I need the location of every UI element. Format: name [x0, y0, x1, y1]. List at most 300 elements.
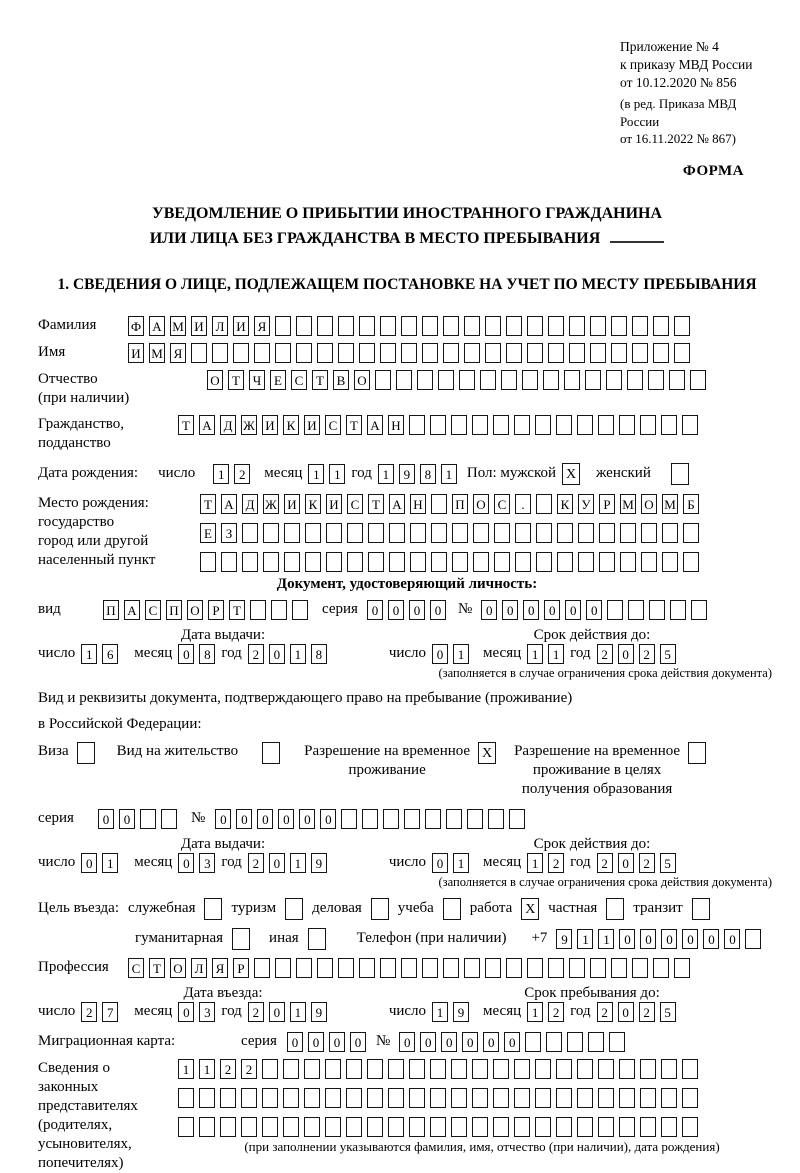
- char-cell[interactable]: 0: [619, 929, 635, 949]
- char-cell[interactable]: [590, 958, 606, 978]
- char-cell[interactable]: [464, 343, 480, 363]
- char-cell[interactable]: [347, 552, 363, 572]
- char-cell[interactable]: [422, 958, 438, 978]
- char-cell[interactable]: [431, 494, 447, 514]
- char-cell[interactable]: И: [191, 316, 207, 336]
- char-cell[interactable]: И: [233, 316, 249, 336]
- char-cell[interactable]: [241, 1117, 257, 1137]
- char-cell[interactable]: [641, 552, 657, 572]
- char-cell[interactable]: [242, 552, 258, 572]
- char-cell[interactable]: [535, 1088, 551, 1108]
- char-cell[interactable]: [535, 1117, 551, 1137]
- char-cell[interactable]: Т: [178, 415, 194, 435]
- char-cell[interactable]: [388, 1117, 404, 1137]
- char-cell[interactable]: 0: [81, 853, 97, 873]
- char-cell[interactable]: [375, 370, 391, 390]
- char-cell[interactable]: 2: [81, 1002, 97, 1022]
- char-cell[interactable]: 0: [661, 929, 677, 949]
- char-cell[interactable]: [220, 1117, 236, 1137]
- char-cell[interactable]: [326, 552, 342, 572]
- char-cell[interactable]: [569, 343, 585, 363]
- char-cell[interactable]: [556, 1088, 572, 1108]
- char-cell[interactable]: Б: [683, 494, 699, 514]
- char-cell[interactable]: [401, 316, 417, 336]
- char-cell[interactable]: 3: [199, 1002, 215, 1022]
- char-cell[interactable]: [263, 552, 279, 572]
- char-cell[interactable]: 0: [399, 1032, 415, 1052]
- char-cell[interactable]: [362, 809, 378, 829]
- char-cell[interactable]: 0: [98, 809, 114, 829]
- char-cell[interactable]: 3: [199, 853, 215, 873]
- char-cell[interactable]: 1: [527, 1002, 543, 1022]
- char-cell[interactable]: [388, 1088, 404, 1108]
- char-cell[interactable]: [317, 316, 333, 336]
- char-cell[interactable]: [640, 1088, 656, 1108]
- char-cell[interactable]: [401, 343, 417, 363]
- char-cell[interactable]: [611, 958, 627, 978]
- char-cell[interactable]: 2: [597, 644, 613, 664]
- char-cell[interactable]: Д: [220, 415, 236, 435]
- char-cell[interactable]: 1: [577, 929, 593, 949]
- char-cell[interactable]: 0: [269, 1002, 285, 1022]
- char-cell[interactable]: [380, 316, 396, 336]
- char-cell[interactable]: [472, 1059, 488, 1079]
- char-cell[interactable]: [536, 523, 552, 543]
- char-cell[interactable]: [404, 809, 420, 829]
- char-cell[interactable]: Я: [212, 958, 228, 978]
- char-cell[interactable]: 0: [350, 1032, 366, 1052]
- char-cell[interactable]: 1: [453, 644, 469, 664]
- char-cell[interactable]: [567, 1032, 583, 1052]
- char-cell[interactable]: [501, 370, 517, 390]
- char-cell[interactable]: [296, 958, 312, 978]
- char-cell[interactable]: [514, 1059, 530, 1079]
- char-cell[interactable]: 1: [290, 853, 306, 873]
- char-cell[interactable]: 1: [598, 929, 614, 949]
- char-cell[interactable]: [577, 415, 593, 435]
- char-cell[interactable]: Ч: [249, 370, 265, 390]
- char-cell[interactable]: [451, 415, 467, 435]
- char-cell[interactable]: 2: [639, 1002, 655, 1022]
- char-cell[interactable]: [380, 958, 396, 978]
- char-cell[interactable]: Е: [270, 370, 286, 390]
- char-cell[interactable]: С: [494, 494, 510, 514]
- char-cell[interactable]: [556, 1117, 572, 1137]
- char-cell[interactable]: [317, 343, 333, 363]
- char-cell[interactable]: [557, 523, 573, 543]
- char-cell[interactable]: [200, 552, 216, 572]
- char-cell[interactable]: [480, 370, 496, 390]
- char-cell[interactable]: Т: [229, 600, 245, 620]
- char-cell[interactable]: [598, 1059, 614, 1079]
- char-cell[interactable]: [674, 343, 690, 363]
- char-cell[interactable]: [467, 809, 483, 829]
- char-cell[interactable]: [590, 316, 606, 336]
- char-cell[interactable]: [494, 523, 510, 543]
- char-cell[interactable]: 9: [556, 929, 572, 949]
- char-cell[interactable]: 5: [660, 1002, 676, 1022]
- purpose-tourism-checkbox[interactable]: [285, 898, 303, 920]
- char-cell[interactable]: 0: [618, 853, 634, 873]
- char-cell[interactable]: [464, 316, 480, 336]
- char-cell[interactable]: Т: [149, 958, 165, 978]
- char-cell[interactable]: [669, 370, 685, 390]
- char-cell[interactable]: М: [170, 316, 186, 336]
- char-cell[interactable]: 0: [544, 600, 560, 620]
- char-cell[interactable]: [431, 523, 447, 543]
- char-cell[interactable]: 0: [269, 853, 285, 873]
- char-cell[interactable]: [611, 316, 627, 336]
- char-cell[interactable]: [263, 523, 279, 543]
- char-cell[interactable]: Т: [368, 494, 384, 514]
- char-cell[interactable]: [653, 316, 669, 336]
- char-cell[interactable]: [609, 1032, 625, 1052]
- char-cell[interactable]: [632, 958, 648, 978]
- char-cell[interactable]: 0: [278, 809, 294, 829]
- char-cell[interactable]: [577, 1117, 593, 1137]
- char-cell[interactable]: 1: [81, 644, 97, 664]
- char-cell[interactable]: [556, 1059, 572, 1079]
- char-cell[interactable]: А: [367, 415, 383, 435]
- char-cell[interactable]: [485, 316, 501, 336]
- char-cell[interactable]: Р: [208, 600, 224, 620]
- purpose-humanitarian-checkbox[interactable]: [232, 928, 250, 950]
- char-cell[interactable]: 0: [320, 809, 336, 829]
- char-cell[interactable]: К: [305, 494, 321, 514]
- purpose-transit-checkbox[interactable]: [692, 898, 710, 920]
- char-cell[interactable]: 8: [311, 644, 327, 664]
- char-cell[interactable]: [527, 316, 543, 336]
- char-cell[interactable]: [640, 1117, 656, 1137]
- char-cell[interactable]: [569, 958, 585, 978]
- char-cell[interactable]: [494, 552, 510, 572]
- char-cell[interactable]: [262, 1059, 278, 1079]
- char-cell[interactable]: 1: [441, 464, 457, 484]
- char-cell[interactable]: [346, 1088, 362, 1108]
- char-cell[interactable]: Ф: [128, 316, 144, 336]
- char-cell[interactable]: [619, 1117, 635, 1137]
- char-cell[interactable]: З: [221, 523, 237, 543]
- char-cell[interactable]: И: [128, 343, 144, 363]
- char-cell[interactable]: [653, 343, 669, 363]
- char-cell[interactable]: [653, 958, 669, 978]
- char-cell[interactable]: [527, 343, 543, 363]
- char-cell[interactable]: 2: [548, 1002, 564, 1022]
- char-cell[interactable]: [590, 343, 606, 363]
- char-cell[interactable]: 1: [308, 464, 324, 484]
- char-cell[interactable]: С: [291, 370, 307, 390]
- char-cell[interactable]: [691, 600, 707, 620]
- char-cell[interactable]: [326, 523, 342, 543]
- char-cell[interactable]: [527, 958, 543, 978]
- char-cell[interactable]: [296, 343, 312, 363]
- char-cell[interactable]: [338, 958, 354, 978]
- char-cell[interactable]: [509, 809, 525, 829]
- char-cell[interactable]: [241, 1088, 257, 1108]
- char-cell[interactable]: [599, 523, 615, 543]
- char-cell[interactable]: Ж: [263, 494, 279, 514]
- char-cell[interactable]: [543, 370, 559, 390]
- char-cell[interactable]: [564, 370, 580, 390]
- char-cell[interactable]: [506, 343, 522, 363]
- char-cell[interactable]: [451, 1059, 467, 1079]
- char-cell[interactable]: [548, 958, 564, 978]
- char-cell[interactable]: [522, 370, 538, 390]
- char-cell[interactable]: [221, 552, 237, 572]
- sex-female-checkbox[interactable]: [671, 463, 689, 485]
- char-cell[interactable]: 0: [287, 1032, 303, 1052]
- char-cell[interactable]: [338, 343, 354, 363]
- char-cell[interactable]: [451, 1117, 467, 1137]
- char-cell[interactable]: 1: [199, 1059, 215, 1079]
- char-cell[interactable]: [627, 370, 643, 390]
- char-cell[interactable]: [346, 1117, 362, 1137]
- char-cell[interactable]: [283, 1088, 299, 1108]
- char-cell[interactable]: 0: [724, 929, 740, 949]
- char-cell[interactable]: 0: [640, 929, 656, 949]
- char-cell[interactable]: [585, 370, 601, 390]
- char-cell[interactable]: 9: [453, 1002, 469, 1022]
- char-cell[interactable]: [304, 1088, 320, 1108]
- purpose-other-checkbox[interactable]: [308, 928, 326, 950]
- char-cell[interactable]: [674, 958, 690, 978]
- char-cell[interactable]: [536, 494, 552, 514]
- char-cell[interactable]: [341, 809, 357, 829]
- char-cell[interactable]: 2: [597, 1002, 613, 1022]
- char-cell[interactable]: [578, 552, 594, 572]
- char-cell[interactable]: 0: [430, 600, 446, 620]
- char-cell[interactable]: 0: [367, 600, 383, 620]
- char-cell[interactable]: [275, 958, 291, 978]
- char-cell[interactable]: 7: [102, 1002, 118, 1022]
- char-cell[interactable]: [359, 958, 375, 978]
- char-cell[interactable]: [632, 343, 648, 363]
- char-cell[interactable]: 2: [597, 853, 613, 873]
- purpose-study-checkbox[interactable]: [443, 898, 461, 920]
- char-cell[interactable]: Т: [312, 370, 328, 390]
- char-cell[interactable]: [430, 1059, 446, 1079]
- char-cell[interactable]: И: [304, 415, 320, 435]
- char-cell[interactable]: [514, 1088, 530, 1108]
- char-cell[interactable]: [380, 343, 396, 363]
- char-cell[interactable]: [683, 552, 699, 572]
- char-cell[interactable]: [599, 552, 615, 572]
- char-cell[interactable]: О: [187, 600, 203, 620]
- char-cell[interactable]: [368, 523, 384, 543]
- char-cell[interactable]: [325, 1059, 341, 1079]
- char-cell[interactable]: П: [103, 600, 119, 620]
- char-cell[interactable]: [661, 1117, 677, 1137]
- char-cell[interactable]: 0: [119, 809, 135, 829]
- char-cell[interactable]: [140, 809, 156, 829]
- char-cell[interactable]: С: [325, 415, 341, 435]
- char-cell[interactable]: С: [128, 958, 144, 978]
- char-cell[interactable]: [396, 370, 412, 390]
- char-cell[interactable]: М: [149, 343, 165, 363]
- char-cell[interactable]: [683, 523, 699, 543]
- char-cell[interactable]: 1: [329, 464, 345, 484]
- char-cell[interactable]: 0: [432, 644, 448, 664]
- char-cell[interactable]: 1: [178, 1059, 194, 1079]
- char-cell[interactable]: [389, 523, 405, 543]
- char-cell[interactable]: [598, 415, 614, 435]
- char-cell[interactable]: [409, 1059, 425, 1079]
- char-cell[interactable]: 9: [311, 1002, 327, 1022]
- char-cell[interactable]: О: [473, 494, 489, 514]
- char-cell[interactable]: [607, 600, 623, 620]
- char-cell[interactable]: А: [389, 494, 405, 514]
- char-cell[interactable]: [536, 552, 552, 572]
- char-cell[interactable]: 0: [618, 1002, 634, 1022]
- char-cell[interactable]: 0: [236, 809, 252, 829]
- char-cell[interactable]: [305, 552, 321, 572]
- char-cell[interactable]: [535, 415, 551, 435]
- char-cell[interactable]: [577, 1088, 593, 1108]
- char-cell[interactable]: О: [641, 494, 657, 514]
- char-cell[interactable]: [452, 523, 468, 543]
- char-cell[interactable]: 1: [432, 1002, 448, 1022]
- char-cell[interactable]: [464, 958, 480, 978]
- char-cell[interactable]: [254, 958, 270, 978]
- char-cell[interactable]: [493, 1117, 509, 1137]
- char-cell[interactable]: [648, 370, 664, 390]
- char-cell[interactable]: [368, 552, 384, 572]
- char-cell[interactable]: .: [515, 494, 531, 514]
- char-cell[interactable]: [284, 523, 300, 543]
- char-cell[interactable]: 2: [248, 853, 264, 873]
- char-cell[interactable]: Л: [212, 316, 228, 336]
- char-cell[interactable]: [661, 1059, 677, 1079]
- char-cell[interactable]: [443, 343, 459, 363]
- char-cell[interactable]: [619, 1059, 635, 1079]
- char-cell[interactable]: 0: [215, 809, 231, 829]
- residence-permit-checkbox[interactable]: [262, 742, 280, 764]
- char-cell[interactable]: [598, 1088, 614, 1108]
- char-cell[interactable]: Я: [170, 343, 186, 363]
- char-cell[interactable]: И: [326, 494, 342, 514]
- char-cell[interactable]: [443, 958, 459, 978]
- char-cell[interactable]: [578, 523, 594, 543]
- char-cell[interactable]: [359, 343, 375, 363]
- char-cell[interactable]: [262, 1117, 278, 1137]
- char-cell[interactable]: [250, 600, 266, 620]
- char-cell[interactable]: [446, 809, 462, 829]
- char-cell[interactable]: М: [662, 494, 678, 514]
- char-cell[interactable]: 0: [432, 853, 448, 873]
- char-cell[interactable]: [472, 1088, 488, 1108]
- char-cell[interactable]: [383, 809, 399, 829]
- char-cell[interactable]: [409, 1088, 425, 1108]
- char-cell[interactable]: [473, 523, 489, 543]
- char-cell[interactable]: [493, 1059, 509, 1079]
- char-cell[interactable]: И: [262, 415, 278, 435]
- char-cell[interactable]: 0: [682, 929, 698, 949]
- char-cell[interactable]: О: [207, 370, 223, 390]
- char-cell[interactable]: Л: [191, 958, 207, 978]
- char-cell[interactable]: [514, 1117, 530, 1137]
- char-cell[interactable]: 1: [290, 1002, 306, 1022]
- char-cell[interactable]: [304, 1117, 320, 1137]
- char-cell[interactable]: О: [170, 958, 186, 978]
- char-cell[interactable]: 2: [234, 464, 250, 484]
- char-cell[interactable]: Я: [254, 316, 270, 336]
- char-cell[interactable]: 0: [329, 1032, 345, 1052]
- char-cell[interactable]: 1: [290, 644, 306, 664]
- char-cell[interactable]: 1: [548, 644, 564, 664]
- char-cell[interactable]: П: [452, 494, 468, 514]
- char-cell[interactable]: [662, 552, 678, 572]
- char-cell[interactable]: [431, 552, 447, 572]
- char-cell[interactable]: 0: [388, 600, 404, 620]
- temp-residence-edu-checkbox[interactable]: [688, 742, 706, 764]
- char-cell[interactable]: 1: [527, 853, 543, 873]
- char-cell[interactable]: [682, 1117, 698, 1137]
- char-cell[interactable]: [682, 415, 698, 435]
- char-cell[interactable]: 0: [441, 1032, 457, 1052]
- temp-residence-checkbox[interactable]: X: [478, 742, 496, 764]
- char-cell[interactable]: Д: [242, 494, 258, 514]
- char-cell[interactable]: 0: [481, 600, 497, 620]
- char-cell[interactable]: [410, 523, 426, 543]
- char-cell[interactable]: Н: [410, 494, 426, 514]
- char-cell[interactable]: [317, 958, 333, 978]
- char-cell[interactable]: [488, 809, 504, 829]
- char-cell[interactable]: [161, 809, 177, 829]
- char-cell[interactable]: 0: [409, 600, 425, 620]
- char-cell[interactable]: 0: [420, 1032, 436, 1052]
- char-cell[interactable]: [275, 343, 291, 363]
- char-cell[interactable]: [220, 1088, 236, 1108]
- char-cell[interactable]: [242, 523, 258, 543]
- char-cell[interactable]: 2: [548, 853, 564, 873]
- char-cell[interactable]: [690, 370, 706, 390]
- char-cell[interactable]: [199, 1088, 215, 1108]
- char-cell[interactable]: [640, 415, 656, 435]
- char-cell[interactable]: Т: [200, 494, 216, 514]
- char-cell[interactable]: [305, 523, 321, 543]
- char-cell[interactable]: [409, 1117, 425, 1137]
- char-cell[interactable]: [661, 415, 677, 435]
- char-cell[interactable]: [283, 1059, 299, 1079]
- char-cell[interactable]: [367, 1117, 383, 1137]
- char-cell[interactable]: [451, 1088, 467, 1108]
- char-cell[interactable]: [628, 600, 644, 620]
- char-cell[interactable]: 0: [703, 929, 719, 949]
- char-cell[interactable]: 2: [639, 853, 655, 873]
- char-cell[interactable]: [548, 316, 564, 336]
- char-cell[interactable]: [649, 600, 665, 620]
- char-cell[interactable]: [514, 415, 530, 435]
- char-cell[interactable]: [556, 415, 572, 435]
- char-cell[interactable]: [233, 343, 249, 363]
- char-cell[interactable]: [557, 552, 573, 572]
- char-cell[interactable]: 0: [308, 1032, 324, 1052]
- char-cell[interactable]: 1: [527, 644, 543, 664]
- char-cell[interactable]: [459, 370, 475, 390]
- char-cell[interactable]: 9: [311, 853, 327, 873]
- char-cell[interactable]: [347, 523, 363, 543]
- char-cell[interactable]: 1: [453, 853, 469, 873]
- char-cell[interactable]: 0: [178, 853, 194, 873]
- char-cell[interactable]: [325, 1117, 341, 1137]
- purpose-business-checkbox[interactable]: [204, 898, 222, 920]
- char-cell[interactable]: [409, 415, 425, 435]
- char-cell[interactable]: [338, 316, 354, 336]
- char-cell[interactable]: [422, 316, 438, 336]
- char-cell[interactable]: [191, 343, 207, 363]
- char-cell[interactable]: С: [145, 600, 161, 620]
- char-cell[interactable]: [619, 1088, 635, 1108]
